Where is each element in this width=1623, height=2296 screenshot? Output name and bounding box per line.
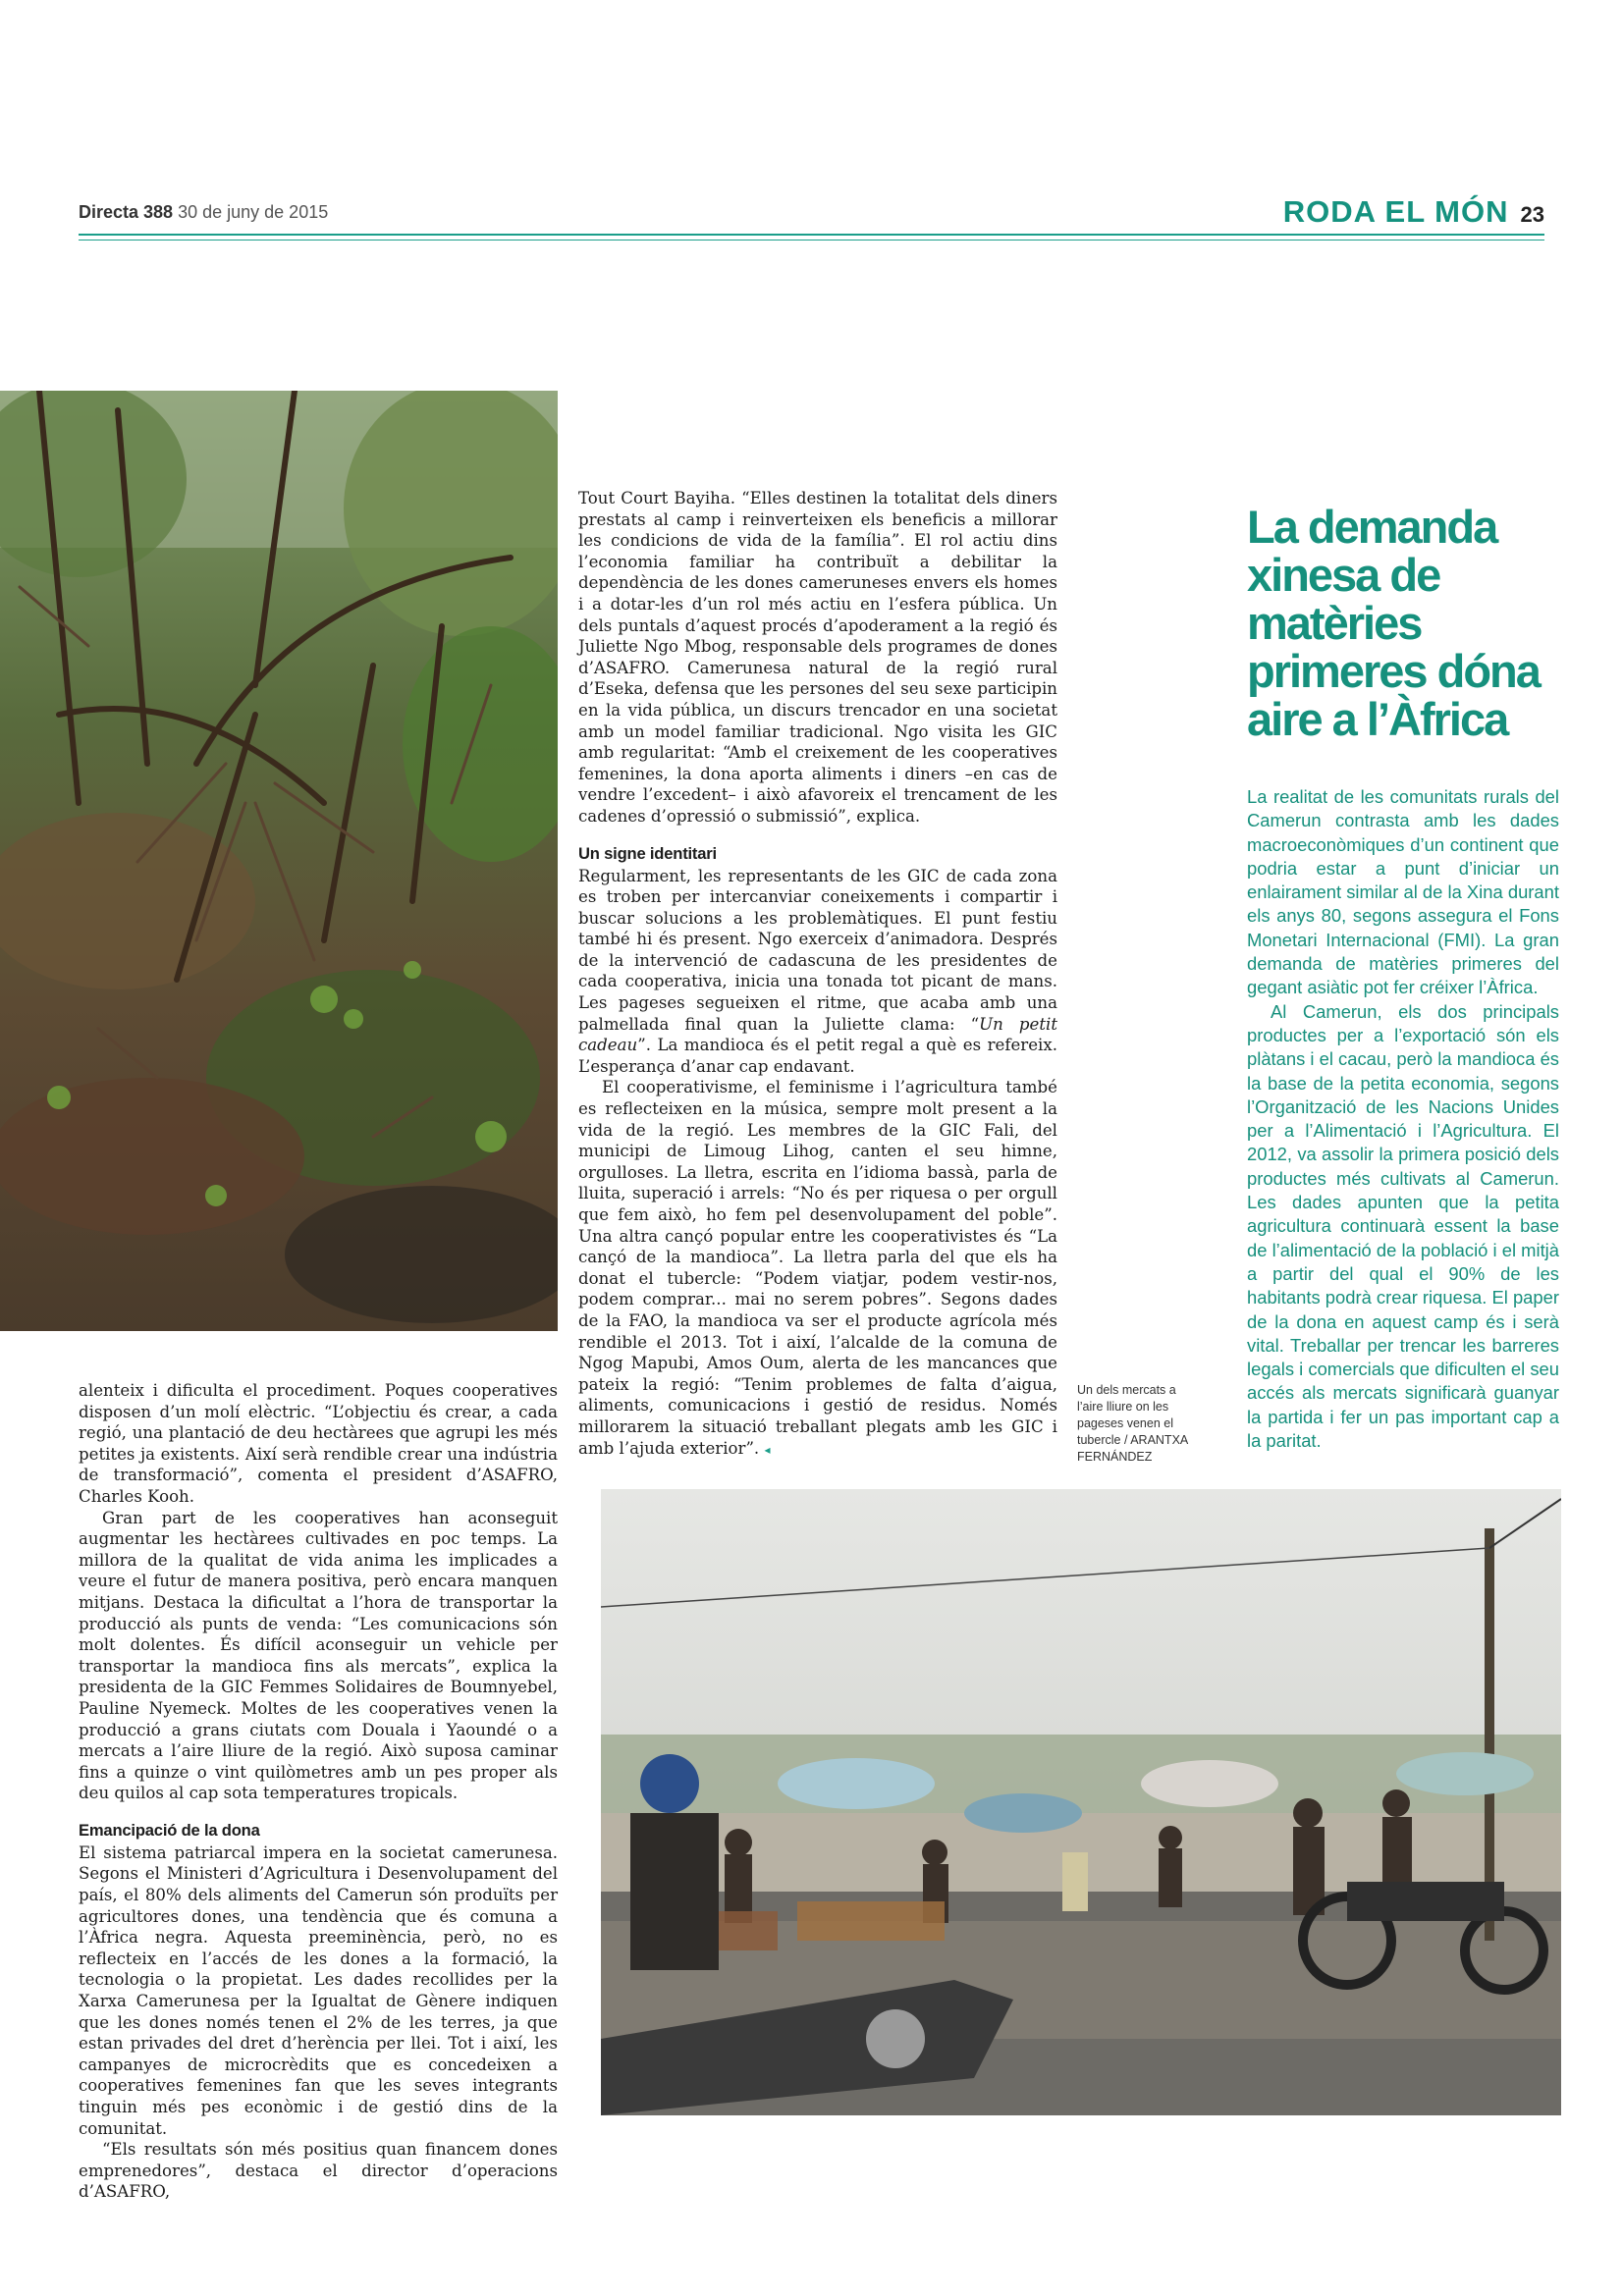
- article-column-2: [578, 488, 1057, 1461]
- text-run: El cooperativisme, el feminisme i l’agricultura també es reflecteixen en la música, sempre molt present a la vida de la regió. Les membres de la GIC Fali, del municipi de Limoug Lihog, canten el seu himne, orgulloses. La lletra, escrita en l’idioma bassà, parla de lluita, superació i arrels: “No és per riquesa o per orgull que fem això, ho fem pel desenvolupament del poble”. Una altra cançó popular entre les cooperativistes és “La cançó de la mandioca”. La lletra parla del que els ha donat el tubercle: “Podem viatjar, podem vestir-nos, podem comprar... mai no serem pobres”. Segons dades de la FAO, la mandioca va ser el producte agrícola més rendible el 2013. Tot i així, l’alcalde de la comuna de Ngog Mapubi, Amos Oum, alerta de les mancances que pateix la regió: “Tenim problemes de falta d’aigua, aliments, comunicacions i gestió de residus. Només millorarem la situació treballant plegats amb les GIC i amb l’ajuda exterior”.: [578, 1078, 1057, 1458]
- end-mark-icon: ◂: [764, 1442, 771, 1457]
- sidebar-headline: La demanda xinesa de matèries primeres dóna aire a l’Àfrica: [1247, 501, 1540, 745]
- sidebar-paragraph: La realitat de les comunitats rurals del Camerun contrasta amb les dades macroeconòmiques d’un continent que podria estar a punt d’iniciar un enlairament similar al de la Xina durant els anys 80, segons assegura el Fons Monetari Internacional (FMI). La gran demanda de matèries primeres del gegant asiàtic pot fer créixer l’Àfrica.: [1247, 786, 1559, 998]
- paragraph: Tout Court Bayiha. “Elles destinen la totalitat dels diners prestats al camp i reinverteixen els beneficis a millorar les condicions de vida de la família”. El rol actiu dins l’economia familiar ha contribuït a debilitar la dependència de les dones cameruneses envers els homes i a dotar-les d’un rol més actiu en l’esfera pública. Un dels puntals d’aquest procés d’apoderament a la regió és Juliette Ngo Mbog, responsable dels programes de dones d’ASAFRO. Camerunesa natural de la regió rural d’Eseka, defensa que les persones del seu sexe participin en la vida pública, un discurs trencador en una societat amb un model familiar tradicional. Ngo visita les GIC amb regularitat: “Amb el creixement de les cooperatives femenines, la dona aporta aliments i diners –en cas de vendre l’excedent– i això afavoreix el trencament de les cadenes d’opressió o submissió”, explica.: [578, 489, 1057, 826]
- italic-phrase: Un petit cadeau: [578, 1014, 1057, 1055]
- page-number: 23: [1520, 202, 1544, 227]
- sidebar-paragraph: Al Camerun, els dos principals productes per a l’exportació són els plàtans i el cacau, però la mandioca és la base de la petita economia, segons l’Organització de les Nacions Unides per a l’Alimentació i l’Agricultura. El 2012, va assolir la primera posició dels productes més cultivats al Camerun. Les dades apunten que la petita agricultura continuarà essent la base de l’alimentació de la població i el mitjà a partir del qual el 90% de les habitants podrà crear riquesa. El paper de la dona en aquest camp és i serà vital. Treballar per trencar les barreres legals i comercials que dificulten el seu accés als mercats significarà guanyar la partida i fer un pas important cap a la paritat.: [1247, 1000, 1559, 1452]
- photo-caption: Un dels mercats a l’aire lliure on les pageses venen el tubercle / ARANTXA FERNÁNDEZ: [1077, 1383, 1188, 1464]
- article-column-1: [79, 1380, 558, 2203]
- sidebar-body: [1247, 785, 1559, 1453]
- paragraph: [578, 1077, 1057, 1461]
- paragraph: “Els resultats són més positius quan financem dones emprenedores”, destaca el director d’operacions d’ASAFRO,: [79, 2140, 558, 2202]
- publication-name: Directa 388: [79, 202, 174, 222]
- text-run: ”. La mandioca és el petit regal a què es refereix. L’esperança d’anar cap endavant.: [578, 1036, 1057, 1076]
- paragraph-with-italic: [578, 866, 1057, 1078]
- paragraph: alenteix i dificulta el procediment. Poques cooperatives disposen d’un molí elèctric. “L’objectiu és crear, a cada regió, una plantació de deu hectàrees que agrupi les més petites ja existents. Així serà rendible crear una indústria de transformació”, comenta el president d’ASAFRO, Charles Kooh.: [79, 1381, 558, 1506]
- issue-date: 30 de juny de 2015: [178, 202, 329, 222]
- paragraph: Gran part de les cooperatives han aconseguit augmentar les hectàrees cultivades en poc temps. La millora de la qualitat de vida anima les implicades a veure el futur de manera positiva, però encara manquen mitjans. Destaca la dificultat a l’hora de transportar la producció als punts de venda: “Les comunicacions són molt dolentes. És difícil aconseguir un vehicle per transportar la mandioca fins als mercats”, explica la presidenta de la GIC Femmes Solidaires de Boumnyebel, Pauline Nyemeck. Moltes de les cooperatives venen la producció a grans ciutats com Douala i Yaoundé o a mercats a l’aire lliure de la regió. Això suposa caminar fins a quinze o vint quilòmetres amb un pes proper als deu quilos al cap sota temperatures tropicals.: [79, 1508, 558, 1803]
- page-header-left: [79, 202, 328, 223]
- text-run: Regularment, les representants de les GIC de cada zona es troben per intercanviar coneixements i compartir i buscar solucions a les problemàtiques. El punt festiu també hi és present. Ngo exerceix d’animadora. Després de la intervenció de cadascuna de les presidentes de cada cooperativa, inicia una tonada tot picant de mans. Les pageses segueixen el ritme, que acaba amb una palmellada final quan la Juliette clama: “: [578, 866, 1057, 1034]
- section-name: RODA EL MÓN: [1282, 194, 1509, 229]
- subhead-emancipacio: Emancipació de la dona: [79, 1820, 260, 1840]
- header-rule: [79, 234, 1544, 236]
- page-header-right: [1283, 194, 1544, 230]
- photo-cassava-field: [0, 391, 558, 1331]
- photo-market: [601, 1489, 1561, 2115]
- paragraph: El sistema patriarcal impera en la societat camerunesa. Segons el Ministeri d’Agricultura i Desenvolupament del país, el 80% dels aliments del Camerun són produïts per agricultores dones, una tendència que és comuna a l’Àfrica negra. Aquesta preeminència, però, no es reflecteix en l’accés de les dones a la formació, la tecnologia o la propietat. Les dades recollides per la Xarxa Camerunesa per la Igualtat de Gènere indiquen que les dones només tenen el 2% de les terres, ja que estan privades del dret d’herència per llei. Tot i així, les campanyes de microcrèdits que es concedeixen a cooperatives femenines fan que les seves integrants tinguin més pes econòmic i de gestió dins de la comunitat.: [79, 1842, 558, 2138]
- subhead-signe-identitari: Un signe identitari: [578, 843, 717, 863]
